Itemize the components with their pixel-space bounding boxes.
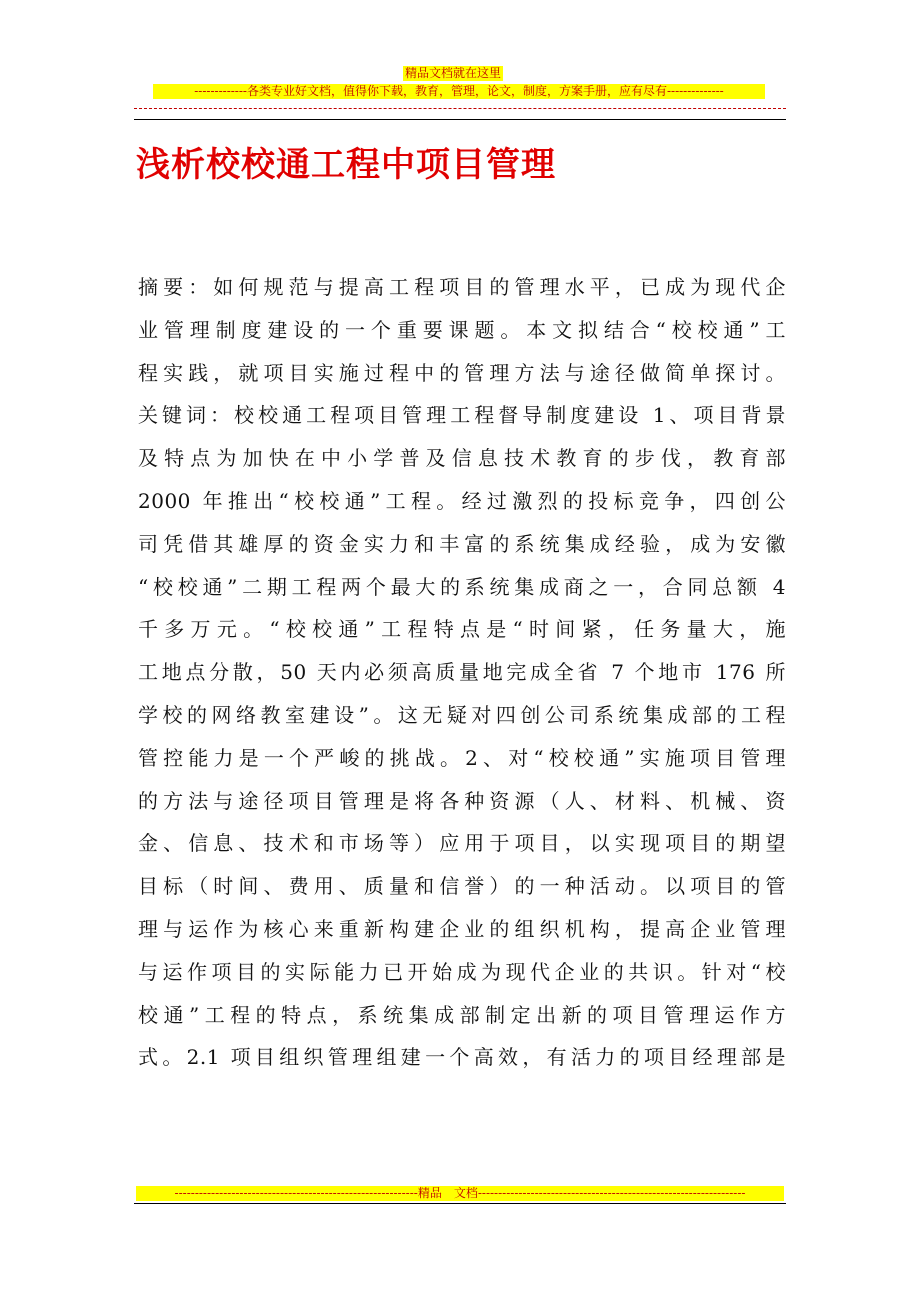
- body-line: 的方法与途径项目管理是将各种资源（人、材料、机械、资: [138, 788, 786, 813]
- body-line: 千多万元。“校校通”工程特点是“时间紧，任务量大，施: [138, 617, 786, 642]
- header-solid-divider: [134, 119, 786, 120]
- body-line: 校通”工程的特点，系统集成部制定出新的项目管理运作方: [138, 1002, 786, 1027]
- document-title: 浅析校校通工程中项目管理: [136, 145, 556, 185]
- footer-banner: ------------------------------------------------------------精品 文档------------------------------------------------------------------: [136, 1186, 784, 1201]
- body-line: 工地点分散，50 天内必须高质量地完成全省 7 个地市 176 所: [138, 660, 786, 685]
- body-line: 金、信息、技术和市场等）应用于项目，以实现项目的期望: [138, 831, 786, 856]
- body-line: 式。2.1 项目组织管理组建一个高效，有活力的项目经理部是: [138, 1045, 786, 1070]
- body-line: 学校的网络教室建设”。这无疑对四创公司系统集成部的工程: [138, 702, 786, 727]
- body-line: 司凭借其雄厚的资金实力和丰富的系统集成经验，成为安徽: [138, 531, 786, 556]
- body-line: 目标（时间、费用、质量和信誉）的一种活动。以项目的管: [138, 874, 786, 899]
- body-line: 业管理制度建设的一个重要课题。本文拟结合“校校通”工: [138, 317, 786, 342]
- header-banner: -------------各类专业好文档，值得你下载，教育，管理，论文，制度，方案手册，应有尽有--------------: [153, 84, 765, 99]
- body-line: 摘要：如何规范与提高工程项目的管理水平，已成为现代企: [138, 275, 786, 299]
- body-line: 与运作项目的实际能力已开始成为现代企业的共识。针对“校: [138, 959, 786, 984]
- document-body: [138, 266, 786, 1079]
- header-dashed-divider: [134, 108, 786, 109]
- body-line: 2000 年推出“校校通”工程。经过激烈的投标竞争，四创公: [138, 488, 786, 513]
- header-top-label: 精品文档就在这里: [405, 66, 502, 80]
- body-line: 及特点为加快在中小学普及信息技术教育的步伐，教育部: [138, 446, 786, 471]
- body-line: 程实践，就项目实施过程中的管理方法与途径做简单探讨。: [138, 360, 786, 385]
- body-line: 管控能力是一个严峻的挑战。2、对“校校通”实施项目管理: [138, 745, 786, 770]
- body-line: “校校通”二期工程两个最大的系统集成商之一，合同总额 4: [138, 574, 786, 599]
- body-line: 关键词：校校通工程项目管理工程督导制度建设 1、项目背景: [138, 403, 786, 428]
- body-line: 理与运作为核心来重新构建企业的组织机构，提高企业管理: [138, 916, 786, 941]
- footer-solid-divider: [134, 1203, 786, 1204]
